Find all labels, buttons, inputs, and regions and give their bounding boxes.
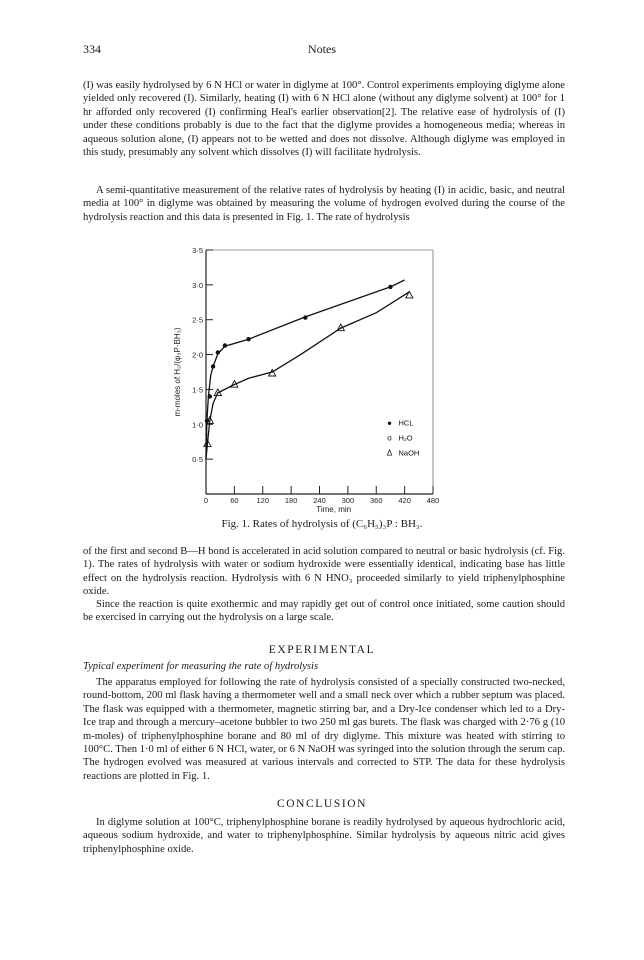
x-tick-label: 0 xyxy=(203,496,209,505)
subsection-heading: Typical experiment for measuring the rate of hydrolysis xyxy=(83,661,319,672)
paragraph-text: Since the reaction is quite exothermic and may rapidly get out of control once initiated, some caution should be exercised in carrying out the hydrolysis on a large scale. xyxy=(83,599,565,624)
data-point-dot xyxy=(303,315,307,319)
series-line-0 xyxy=(206,280,405,459)
series-line-1 xyxy=(206,292,409,459)
x-tick-label: 300 xyxy=(341,496,355,505)
y-tick-label: 2·5 xyxy=(192,315,203,325)
data-point-dot xyxy=(211,364,215,368)
paragraph-text: In diglyme solution at 100°C, triphenylphosphine borane is readily hydrolysed by aqueous hydrochloric acid, aqueous sodium hydroxide, and water to triphenylphosphine. Similar hydrolysis by aqueous nitric acid gives triphenylphosphine oxide. xyxy=(83,817,565,855)
data-point-dot xyxy=(223,343,227,347)
x-tick-label: 240 xyxy=(313,496,326,505)
paragraph-conclusion xyxy=(83,816,565,856)
page-number: 334 xyxy=(83,42,101,56)
figure-1 xyxy=(168,232,488,522)
running-header: Notes xyxy=(308,42,336,56)
legend-symbol: Δ xyxy=(386,448,393,458)
data-point-dot xyxy=(388,285,392,289)
y-tick-label: 3·5 xyxy=(192,246,203,255)
data-point-dot xyxy=(208,394,212,398)
x-tick-label: 480 xyxy=(426,496,440,505)
x-tick-label: 120 xyxy=(256,496,270,505)
legend-symbol: o xyxy=(387,433,392,443)
y-tick-label: 3·0 xyxy=(192,280,203,290)
section-heading-experimental: EXPERIMENTAL xyxy=(268,644,376,656)
paragraph-text: A semi-quantitative measurement of the relative rates of hydrolysis by heating (I) in acidic, basic, and neutral media at 100° in diglyme was obtained by measuring the volume of hydrogen evolved during the course of the hydrolysis reaction and this data is presented in Fig. 1. The rate of hydrolysis xyxy=(83,185,565,223)
legend-label: H₂O xyxy=(398,433,413,443)
legend-symbol: ● xyxy=(387,418,392,428)
paragraph-text: The apparatus employed for following the rate of hydrolysis consisted of a specially constructed two-necked, round-bottom, 200 ml flask having a thermometer well and a small neck over which a rubber septum was placed. The flask was equipped with a thermometer, magnetic stirring bar, and a Dry-Ice condenser which led to a Dry-Ice trap and through a mercury–acetone bubbler to two 250 ml gas burets. The flask was charged with 2·76 g (10 m-moles) of triphenylphosphine borane and 80 ml of dry diglyme. This mixture was heated with stirring to 100°C. Then 1·0 ml of either 6 N HCl, water, or 6 N NaOH was syringed into the solution through the serum cap. The hydrogen evolved was measured at various intervals and corrected to STP. The data for these hydrolysis reactions are plotted in Fig. 1. xyxy=(83,677,566,782)
rate-chart xyxy=(168,232,488,522)
y-tick-label: 1·0 xyxy=(192,420,203,430)
y-tick-label: 0·5 xyxy=(192,455,203,465)
figure-caption: Fig. 1. Rates of hydrolysis of (C₆H₅)₃P : BH₃. xyxy=(221,518,423,530)
section-heading-conclusion: CONCLUSION xyxy=(276,798,368,810)
x-tick-label: 360 xyxy=(369,496,383,505)
x-tick-label: 180 xyxy=(284,496,298,505)
legend-label: HCL xyxy=(398,418,414,428)
x-tick-label: 420 xyxy=(398,496,411,505)
paragraph-measurement xyxy=(83,184,565,224)
paragraph-intro xyxy=(83,79,565,159)
paragraph-caution xyxy=(83,598,565,625)
data-point-dot xyxy=(216,350,220,354)
paragraph-text: (I) was easily hydrolysed by 6 N HCl or water in diglyme at 100°. Control experiments employing diglyme alone yielded only recovered (I). Similarly, heating (I) with 6 N HCl alone (without any diglyme solvent) at 100° for 1 hr afforded only recovered (I) confirming Heal's earlier observation[2]. The relative ease of hydrolysis of (I) under these conditions probably is due to the fact that the diglyme provides a homogeneous media; whereas in aqueous solution alone, (I) appears not to be wetted and does not dissolve. Although diglyme was employed in this study, presumably any solvent which dissolves (I) will facilitate hydrolysis. xyxy=(83,80,565,159)
y-axis-label: m-moles of H₂/(φ₃P·BH₃) xyxy=(173,327,182,417)
paragraph-results xyxy=(83,545,565,599)
data-point-dot xyxy=(246,337,250,341)
paragraph-apparatus xyxy=(83,676,565,783)
x-tick-label: 60 xyxy=(230,496,239,505)
legend-label: NaOH xyxy=(398,448,420,458)
paragraph-text: of the first and second B—H bond is accelerated in acid solution compared to neutral or basic hydrolysis (cf. Fig. 1). The rates of hydrolysis with water or sodium hydroxide were essentially identical, indicating base has little effect on the hydrolysis reaction. Hydrolysis with 6 N HNO₃ proceeded similarly to yield triphenylphosphine oxide. xyxy=(83,546,565,598)
x-axis-label: Time, min xyxy=(316,505,352,514)
y-tick-label: 2·0 xyxy=(192,350,203,360)
y-tick-label: 1·5 xyxy=(192,385,203,395)
